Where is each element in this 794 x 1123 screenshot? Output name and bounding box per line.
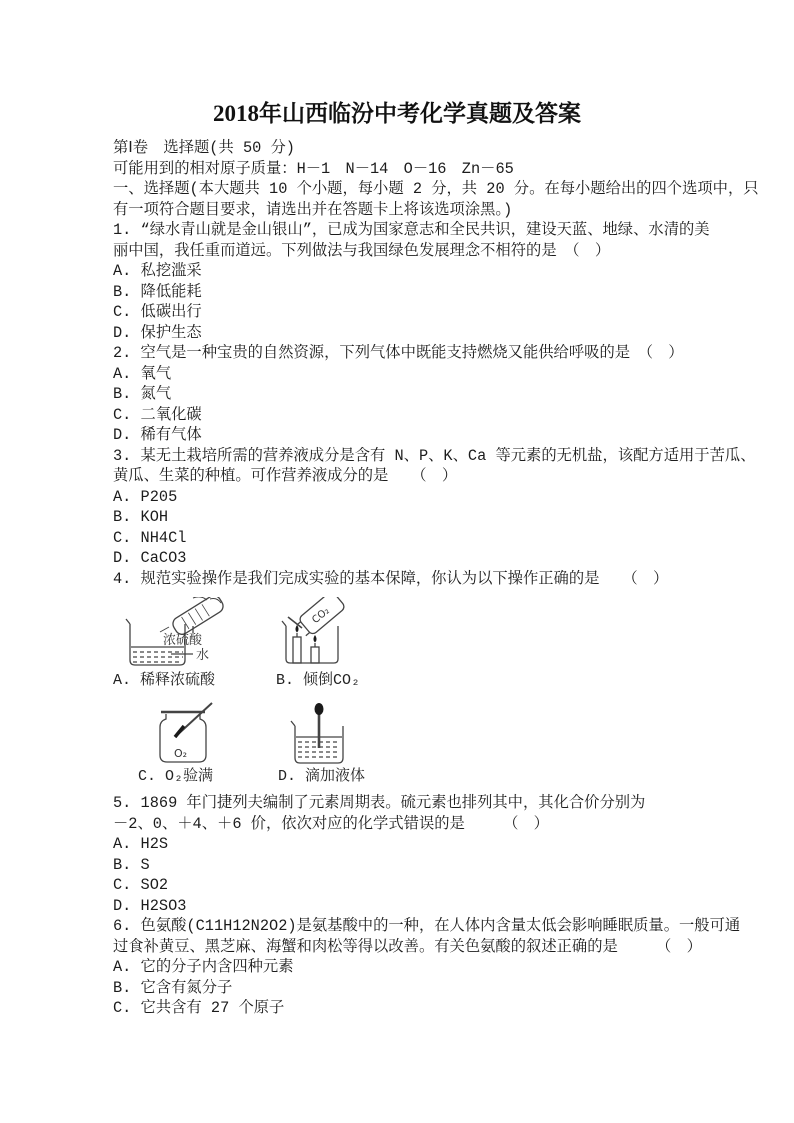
o2-test-illustration-icon: [148, 701, 218, 765]
question-1-option-b: B. 降低能耗: [113, 282, 202, 301]
instructions-line-1: 一、选择题(本大题共 10 个小题，每小题 2 分，共 20 分。在每小题给出的四个选项中，只: [113, 180, 759, 198]
question-1-option-c: C. 低碳出行: [113, 303, 202, 321]
question-5-stem-line-1: 5. 1869 年门捷列夫编制了元素周期表。硫元素也排列其中，其化合价分别为: [113, 794, 646, 812]
o2-gas-label: O₂: [174, 747, 188, 760]
question-2-option-a: A. 氧气: [113, 364, 172, 383]
question-3-stem-line-2: 黄瓜、生菜的种植。可作营养液成分的是 （ ）: [113, 467, 458, 485]
question-3-option-a: A. P205: [113, 487, 178, 506]
question-5-option-b: B. S: [113, 855, 150, 874]
question-4-stem-line-1: 4. 规范实验操作是我们完成实验的基本保障，你认为以下操作正确的是 （ ）: [113, 569, 669, 588]
figure-d-caption: D. 滴加液体: [278, 768, 366, 785]
figure-dilute-sulfuric-acid: [113, 597, 263, 691]
figure-add-liquid: [278, 701, 366, 787]
question-6-stem-line-2: 过食补黄豆、黑芝麻、海蟹和肉松等得以改善。有关色氨酸的叙述正确的是 （ ）: [113, 937, 702, 956]
dilute-acid-illustration-icon: [113, 597, 263, 669]
question-3-option-b: B. KOH: [113, 508, 169, 526]
question-3-option-d: D. CaCO3: [113, 549, 187, 567]
figure-b-caption: B. 倾倒CO₂: [276, 672, 361, 689]
question-5-stem-line-2: －2、0、＋4、＋6 价，依次对应的化学式错误的是 （ ）: [113, 814, 549, 833]
exam-content: [113, 138, 759, 1019]
question-3-stem-line-1: 3. 某无土栽培所需的营养液成分是含有 N、P、K、Ca 等元素的无机盐，该配方适用于苦瓜、: [113, 446, 756, 465]
add-liquid-illustration-icon: [283, 701, 353, 765]
water-label: 水: [196, 647, 210, 662]
question-4-figures-row-1: [113, 597, 681, 691]
figure-pour-co2: [276, 597, 360, 691]
co2-gas-label: CO₂: [310, 605, 332, 627]
question-1-stem-line-1: 1. “绿水青山就是金山银山”，已成为国家意志和全民共识，建设天蓝、地绿、水清的美: [113, 221, 710, 239]
question-1-stem-line-2: 丽中国，我任重而道远。下列做法与我国绿色发展理念不相符的是 （ ）: [113, 241, 611, 260]
question-5-option-a: A. H2S: [113, 835, 169, 853]
figure-a-caption: A. 稀释浓硫酸: [113, 672, 216, 689]
question-6-option-b: B. 它含有氮分子: [113, 978, 233, 997]
question-2-option-d: D. 稀有气体: [113, 426, 202, 444]
bottle-label: 浓硫酸: [163, 632, 203, 647]
question-2-stem-line-1: 2. 空气是一种宝贵的自然资源，下列气体中既能支持燃烧又能供给呼吸的是 （ ）: [113, 344, 684, 362]
question-4-figures-row-2: [113, 701, 681, 787]
question-6-option-a: A. 它的分子内含四种元素: [113, 958, 294, 976]
question-2-option-c: C. 二氧化碳: [113, 405, 202, 424]
question-5-option-d: D. H2SO3: [113, 896, 187, 915]
question-1-option-a: A. 私挖滥采: [113, 262, 202, 280]
figure-c-caption: C. O₂验满: [138, 768, 214, 785]
question-3-option-c: C. NH4Cl: [113, 528, 187, 547]
page-title: 2018年山西临汾中考化学真题及答案: [213, 101, 581, 126]
atomic-mass-line: 可能用到的相对原子质量：H－1 N－14 O－16 Zn－65: [113, 159, 514, 178]
question-5-option-c: C. SO2: [113, 876, 169, 894]
figure-o2-full-test: [138, 701, 218, 787]
question-6-stem-line-1: 6. 色氨酸(C11H12N2O2)是氨基酸中的一种，在人体内含量太低会影响睡眠质量。一般可通: [113, 917, 741, 935]
question-6-option-c: C. 它共含有 27 个原子: [113, 999, 285, 1017]
question-2-option-b: B. 氮气: [113, 385, 172, 403]
pour-co2-illustration-icon: [276, 597, 360, 669]
question-1-option-d: D. 保护生态: [113, 323, 202, 342]
section-heading: 第Ⅰ卷 选择题(共 50 分): [113, 139, 295, 157]
dropper-bulb-icon: [315, 703, 324, 715]
instructions-line-2: 有一项符合题目要求，请选出并在答题卡上将该选项涂黑。): [113, 200, 513, 219]
